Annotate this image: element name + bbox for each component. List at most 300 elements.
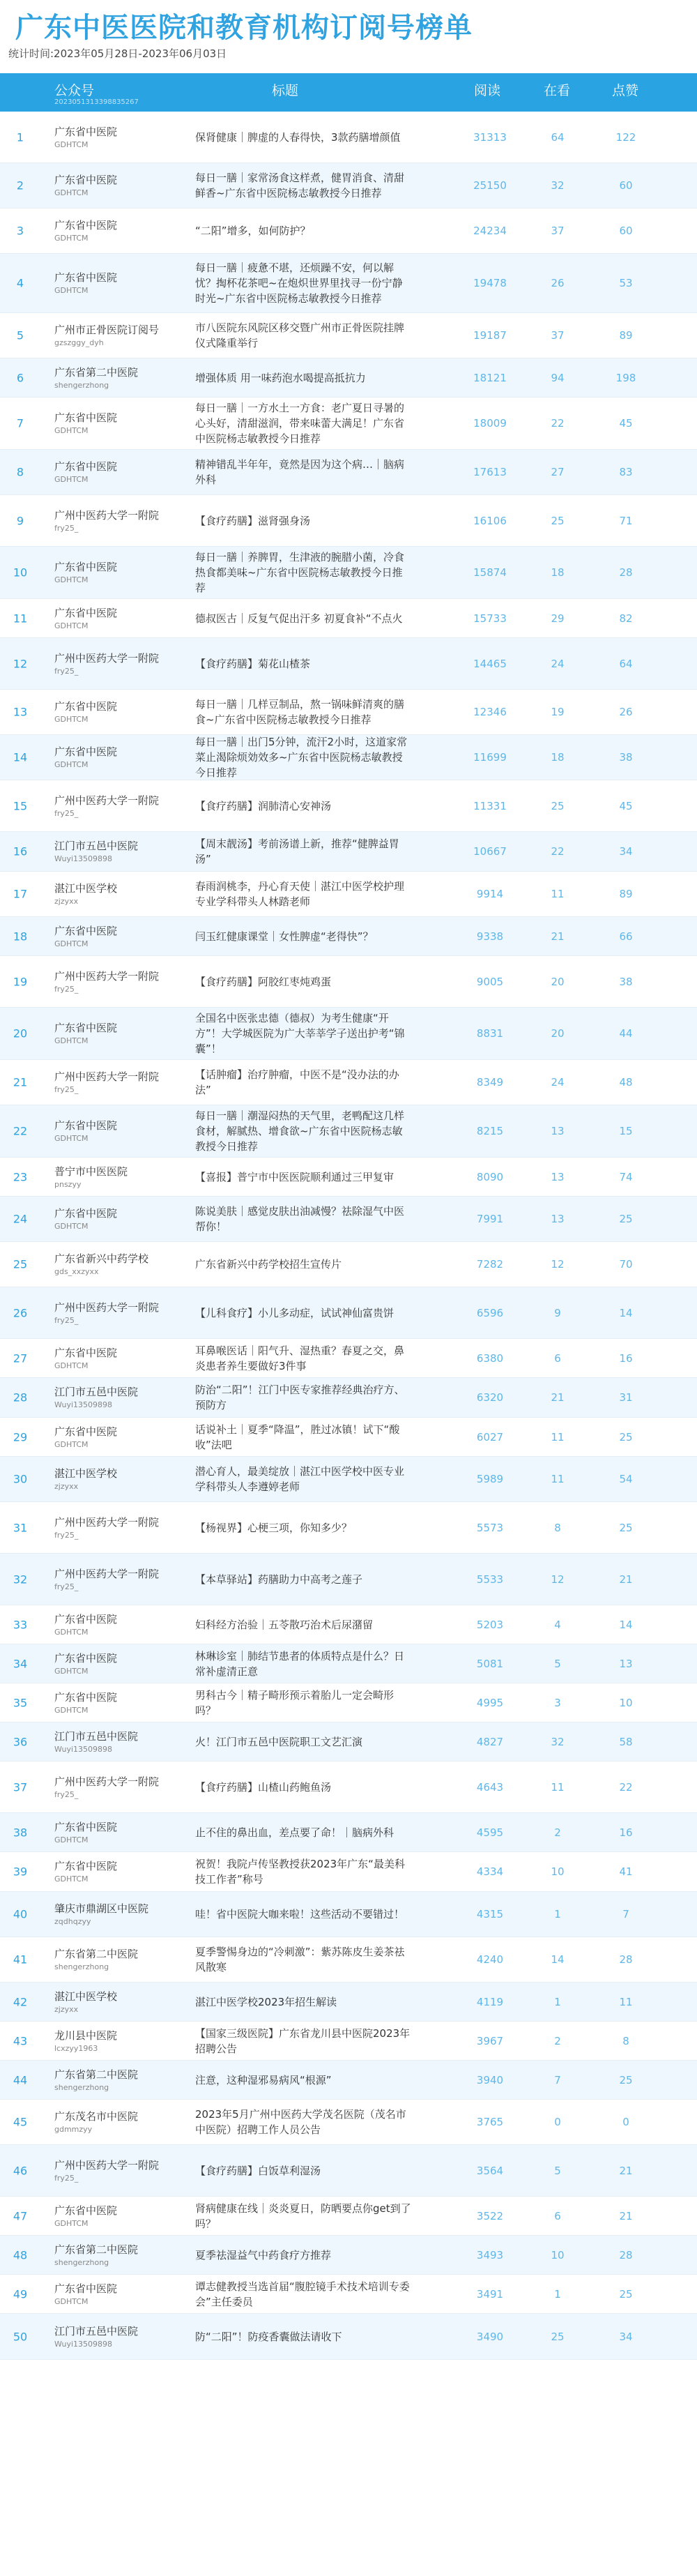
account-name[interactable]: 广东省中医院 (54, 174, 118, 186)
account-name[interactable]: 广东省中医院 (54, 700, 118, 713)
account-id: GDHTCM (54, 1835, 89, 1844)
article-title[interactable]: 肾病健康在线｜炎炎夏日，防晒要点你get到了吗？ (195, 2202, 411, 2230)
article-title[interactable]: 【食疗药膳】山楂山药鲍鱼汤 (195, 1780, 332, 1794)
account-cell (54, 508, 169, 533)
read-count: 3564 (476, 2164, 504, 2177)
like-count: 31 (619, 1391, 633, 1404)
account-name[interactable]: 肇庆市鼎湖区中医院 (54, 1902, 149, 1915)
account-cell (54, 2324, 169, 2349)
like-count: 21 (619, 2164, 633, 2177)
table-row (0, 872, 697, 917)
article-title[interactable]: 闫玉红健康课堂｜女性脾虚“老得快”？ (195, 930, 374, 943)
rank-number: 23 (13, 1170, 28, 1183)
account-cell (54, 1947, 169, 1972)
read-count: 10667 (473, 845, 507, 858)
article-title[interactable]: 湛江中医学校2023年招生解读 (195, 1995, 337, 2008)
like-count: 71 (619, 514, 633, 527)
like-count: 14 (619, 1618, 633, 1631)
rank-number: 26 (13, 1306, 28, 1319)
account-name[interactable]: 广东省中医院 (54, 460, 118, 473)
watching-count: 0 (554, 2116, 561, 2128)
read-count: 5203 (476, 1618, 504, 1631)
account-cell (54, 2158, 169, 2183)
account-id: GDHTCM (54, 575, 89, 584)
account-cell (54, 1467, 169, 1492)
article-title[interactable]: 市八医院东风院区移交暨广州市正骨医院挂牌仪式隆重举行 (195, 321, 405, 349)
account-id: shengerzhong (54, 380, 109, 390)
account-id: GDHTCM (54, 715, 89, 724)
table-row (0, 313, 697, 358)
table-row (0, 2197, 697, 2236)
rank-number: 9 (16, 514, 24, 527)
rank-number: 18 (13, 930, 28, 943)
account-id: GDHTCM (54, 621, 89, 630)
article-title[interactable]: 保肾健康｜脾虚的人春得快，3款药膳增颜值 (195, 130, 401, 144)
account-name[interactable]: 广东省第二中医院 (54, 365, 139, 379)
article-title[interactable]: 春雨润桃李，丹心育天使｜湛江中医学校护理专业学科带头人林踏老师 (195, 880, 405, 908)
article-title[interactable]: 止不住的鼻出血，差点要了命！｜脑病外科 (195, 1826, 395, 1839)
table-row (0, 1060, 697, 1105)
read-count: 15874 (473, 566, 507, 579)
account-name[interactable]: 广州中医药大学一附院 (54, 1567, 160, 1580)
article-title[interactable]: 【儿科食疗】小儿多动症，试试神仙富贵饼 (195, 1306, 395, 1319)
table-row (0, 1502, 697, 1554)
article-title[interactable]: 男科古今｜精子畸形预示着胎儿一定会畸形吗？ (195, 1688, 395, 1717)
table-row (0, 1105, 697, 1158)
header-reads: 阅读 (474, 83, 501, 98)
account-name[interactable]: 广东省第二中医院 (54, 1948, 139, 1960)
rank-number: 37 (13, 1780, 28, 1794)
account-id: GDHTCM (54, 286, 89, 295)
watching-count: 12 (551, 1573, 565, 1586)
account-cell (54, 2109, 169, 2135)
read-count: 3493 (476, 2248, 504, 2261)
account-name[interactable]: 广东省中医院 (54, 606, 118, 619)
like-count: 28 (619, 566, 633, 579)
rank-number: 33 (13, 1618, 28, 1631)
article-title[interactable]: 每日一膳｜潮湿闷热的天气里，老鸭配这几样食材，解腻热、增食欲~广东省中医院杨志敏教授今日推荐 (195, 1109, 405, 1153)
like-count: 10 (619, 1696, 633, 1709)
article-title[interactable]: 每日一膳｜家常汤食这样煮，健胃消食、清甜鲜香~广东省中医院杨志敏教授今日推荐 (195, 172, 405, 199)
account-name[interactable]: 广东省中医院 (54, 2204, 118, 2217)
account-cell (54, 2282, 169, 2307)
account-name[interactable]: 广州中医药大学一附院 (54, 1301, 160, 1314)
account-id: gdmmzyy (54, 2125, 93, 2134)
like-count: 74 (619, 1170, 633, 1183)
read-count: 7991 (476, 1213, 504, 1225)
rank-number: 35 (13, 1696, 28, 1709)
read-count: 6596 (476, 1306, 504, 1319)
article-title[interactable]: 哇！省中医院大咖来啦！这些活动不要错过！ (195, 1908, 405, 1920)
account-name[interactable]: 广东省中医院 (54, 1612, 118, 1626)
account-cell (54, 1206, 169, 1232)
rank-number: 6 (16, 371, 24, 384)
rank-number: 19 (13, 975, 28, 988)
table-row (0, 832, 697, 872)
account-cell (54, 173, 169, 198)
account-cell (54, 1119, 169, 1144)
account-name[interactable]: 广东省中医院 (54, 924, 118, 937)
account-id: shengerzhong (54, 2082, 109, 2092)
rank-number: 36 (13, 1735, 28, 1748)
account-name[interactable]: 广东省中医院 (54, 745, 118, 758)
like-count: 38 (619, 975, 633, 988)
account-name[interactable]: 广东省中医院 (54, 1820, 118, 1833)
like-count: 7 (622, 1908, 629, 1920)
like-count: 34 (619, 2330, 633, 2343)
account-cell (54, 323, 169, 348)
watching-count: 26 (551, 277, 565, 289)
article-title[interactable]: 【食疗药膳】菊花山楂茶 (195, 657, 311, 670)
watching-count: 20 (551, 1027, 565, 1040)
account-name[interactable]: 广东省中医院 (54, 219, 118, 232)
article-title[interactable]: 谭志健教授当选首届“腹腔镜手术技术培训专委会”主任委员 (195, 2280, 410, 2308)
article-title[interactable]: 【食疗药膳】阿胶红枣炖鸡蛋 (195, 975, 332, 988)
table-row (0, 1418, 697, 1457)
account-cell (54, 365, 169, 391)
article-title[interactable]: 2023年5月广州中医药大学茂名医院（茂名市中医院）招聘工作人员公告 (195, 2108, 406, 2136)
account-name[interactable]: 广东省中医院 (54, 1119, 118, 1132)
like-count: 60 (619, 179, 633, 192)
rank-number: 10 (13, 566, 28, 579)
like-count: 83 (619, 466, 633, 478)
table-row (0, 1761, 697, 1813)
table-row (0, 638, 697, 690)
account-name[interactable]: 广东省第二中医院 (54, 2068, 139, 2081)
article-title[interactable]: 每日一膳｜养脾胃，生津液的腕腊小菌，冷食热食都美味~广东省中医院杨志敏教授今日推荐 (195, 551, 405, 594)
watching-count: 10 (551, 1865, 565, 1878)
account-id: GDHTCM (54, 1874, 89, 1884)
article-title[interactable]: 每日一膳｜一方水土一方食：老广夏日寻暑的心头好，清甜滋润，带来味蕾大满足！广东省中医院杨志敏教授今日推荐 (195, 402, 405, 445)
account-cell (54, 1820, 169, 1845)
table-row (0, 1722, 697, 1761)
article-title[interactable]: 妇科经方治验｜五苓散巧治术后尿潴留 (195, 1618, 374, 1631)
account-name[interactable]: 广东省新兴中药学校 (54, 1252, 149, 1265)
account-id: fry25_ (54, 1085, 79, 1094)
table-row (0, 209, 697, 254)
account-cell (54, 1425, 169, 1450)
like-count: 38 (619, 751, 633, 764)
like-count: 16 (619, 1351, 633, 1365)
page-title: 广东中医医院和教育机构订阅号榜单 (15, 12, 473, 44)
account-name[interactable]: 广州中医药大学一附院 (54, 794, 160, 807)
like-count: 8 (622, 2034, 629, 2047)
article-title[interactable]: 耳鼻喉医话｜阳气升、湿热重？春夏之交，鼻炎患者养生要做好3件事 (195, 1344, 405, 1372)
account-id: GDHTCM (54, 1361, 89, 1370)
rank-number: 4 (16, 276, 24, 290)
article-title[interactable]: 火！江门市五邑中医院职工文艺汇演 (195, 1735, 363, 1748)
rank-number: 48 (13, 2248, 28, 2261)
account-id: GDHTCM (54, 234, 89, 243)
account-cell (54, 699, 169, 725)
table-row (0, 735, 697, 780)
account-cell (54, 1567, 169, 1592)
account-name[interactable]: 广东省中医院 (54, 2282, 118, 2295)
account-name[interactable]: 广东省中医院 (54, 561, 118, 573)
article-title[interactable]: 【话肿瘤】治疗肿瘤，中医不是“没办法的办法” (195, 1068, 399, 1096)
rank-number: 20 (13, 1026, 28, 1040)
watching-count: 32 (551, 1735, 565, 1748)
like-count: 11 (619, 1995, 633, 2008)
account-name[interactable]: 广东省中医院 (54, 1651, 118, 1665)
article-title[interactable]: 德叔医古｜反复气促出汗多 初夏食补“不点火 (195, 612, 403, 625)
watching-count: 2 (554, 2034, 561, 2047)
watching-count: 24 (551, 1076, 565, 1089)
watching-count: 11 (551, 888, 565, 900)
account-cell (54, 924, 169, 949)
watching-count: 25 (551, 514, 565, 527)
rank-number: 14 (13, 750, 28, 764)
account-id: GDHTCM (54, 1666, 89, 1676)
rank-number: 32 (13, 1573, 28, 1586)
watching-count: 18 (551, 751, 565, 764)
account-name[interactable]: 湛江中医学校 (54, 1467, 118, 1480)
account-name[interactable]: 广东省中医院 (54, 1690, 118, 1704)
table-row (0, 254, 697, 313)
account-name[interactable]: 广州中医药大学一附院 (54, 651, 160, 665)
article-title[interactable]: 每日一膳｜疲惫不堪，还烦躁不安，何以解忧？掏杯花茶吧~在炮炽世界里找寻一份宁静时光~广东省中医院杨志敏教授今日推荐 (195, 262, 403, 305)
like-count: 58 (619, 1735, 633, 1748)
account-id: GDHTCM (54, 1627, 89, 1637)
rank-number: 30 (13, 1472, 28, 1486)
account-id: GDHTCM (54, 2296, 89, 2306)
account-cell (54, 606, 169, 631)
rank-number: 44 (13, 2073, 28, 2086)
rank-number: 16 (13, 844, 28, 858)
article-title[interactable]: 【食疗药膳】润肺清心安神汤 (195, 799, 332, 812)
account-cell (54, 1651, 169, 1676)
article-title[interactable]: 每日一膳｜出门5分钟，流汗2小时，这道家常菜止渴除烦効效多~广东省中医院杨志敏教授今日推荐 (195, 736, 408, 779)
article-title[interactable]: 话说补土｜夏季“降温”，胜过冰镇！试下“酸收”法吧 (195, 1423, 400, 1451)
read-count: 3490 (476, 2330, 504, 2343)
like-count: 66 (619, 930, 633, 943)
account-name[interactable]: 广州中医药大学一附院 (54, 508, 160, 522)
rank-number: 8 (16, 465, 24, 479)
account-name[interactable]: 广东省第二中医院 (54, 2243, 139, 2256)
article-title[interactable]: 夏季警惕身边的“冷刺激”：紫苏陈皮生姜茶祛风散寒 (195, 1946, 405, 1973)
read-count: 14465 (473, 657, 507, 670)
account-name[interactable]: 广州中医药大学一附院 (54, 1070, 160, 1083)
watching-count: 64 (551, 130, 565, 144)
article-title[interactable]: 陈说美肤｜感觉皮肤出油减慢？祛除湿气中医帮你！ (195, 1205, 405, 1233)
article-title[interactable]: 广东省新兴中药学校招生宣传片 (195, 1258, 342, 1271)
account-cell (54, 1346, 169, 1371)
account-name[interactable]: 广东省中医院 (54, 1346, 118, 1359)
account-name[interactable]: 广东省中医院 (54, 1860, 118, 1872)
read-count: 12346 (473, 706, 507, 718)
rank-number: 47 (13, 2209, 28, 2222)
article-title[interactable]: 精神错乱半年年，竟然是因为这个病…｜脑病外科 (195, 458, 405, 486)
article-title[interactable]: 潜心育人，最美绽放｜湛江中医学校中医专业学科带头人李遵婷老师 (195, 1465, 405, 1493)
read-count: 31313 (473, 130, 507, 144)
rank-number: 13 (13, 705, 28, 719)
watching-count: 24 (551, 657, 565, 670)
account-cell (54, 271, 169, 296)
article-title[interactable]: 祝贺！我院卢传坚教授获2023年广东“最美科技工作者”称号 (195, 1858, 405, 1886)
account-name[interactable]: 湛江中医学校 (54, 882, 118, 895)
rank-number: 43 (13, 2034, 28, 2047)
account-cell (54, 460, 169, 485)
header-title: 标题 (272, 83, 299, 98)
table-row (0, 2022, 697, 2061)
account-name[interactable]: 江门市五邑中医院 (54, 1386, 139, 1398)
rank-number: 50 (13, 2330, 28, 2343)
rank-number: 38 (13, 1826, 28, 1839)
watching-count: 94 (551, 371, 565, 384)
account-cell (54, 1385, 169, 1410)
table-row (0, 1937, 697, 1983)
like-count: 64 (619, 657, 633, 670)
account-name[interactable]: 普宁市中医医院 (54, 1165, 128, 1178)
table-row (0, 2145, 697, 2197)
account-name[interactable]: 广东省中医院 (54, 125, 118, 138)
account-name[interactable]: 广东省中医院 (54, 271, 118, 284)
rank-number: 15 (13, 799, 28, 812)
read-count: 8215 (476, 1125, 504, 1137)
table-row (0, 1242, 697, 1287)
read-count: 15733 (473, 612, 507, 625)
account-id: fry25_ (54, 1789, 79, 1799)
rank-number: 22 (13, 1124, 28, 1138)
table-row (0, 1983, 697, 2022)
article-title[interactable]: 【杨视界】心梗三项，你知多少？ (195, 1521, 353, 1534)
account-name[interactable]: 湛江中医学校 (54, 1990, 118, 2003)
table-row (0, 450, 697, 495)
article-title[interactable]: 夏季祛湿益气中药食疗方推荐 (195, 2248, 332, 2261)
watching-count: 22 (551, 417, 565, 430)
read-count: 25150 (473, 179, 507, 192)
watching-count: 5 (554, 2164, 561, 2177)
article-title[interactable]: 增强体质 用一味药泡水喝提高抵抗力 (195, 371, 366, 384)
account-id: GDHTCM (54, 1222, 89, 1231)
like-count: 14 (619, 1306, 633, 1319)
article-title[interactable]: 【本草驿站】药膳助力中高考之莲子 (195, 1573, 363, 1586)
rank-number: 12 (13, 657, 28, 670)
table-row (0, 1892, 697, 1937)
account-cell (54, 1252, 169, 1277)
account-name[interactable]: 龙川县中医院 (54, 2029, 118, 2042)
watching-count: 4 (554, 1618, 561, 1631)
account-name[interactable]: 广东省中医院 (54, 1425, 118, 1438)
watching-count: 25 (551, 2330, 565, 2343)
account-name[interactable]: 广东省中医院 (54, 411, 118, 424)
watching-count: 37 (551, 329, 565, 342)
read-count: 8349 (476, 1076, 504, 1089)
watching-count: 2 (554, 1826, 561, 1839)
like-count: 82 (619, 612, 633, 625)
account-id: fry25_ (54, 984, 79, 994)
account-cell (54, 839, 169, 864)
account-cell (54, 1301, 169, 1326)
account-id: shengerzhong (54, 1962, 109, 1971)
like-count: 44 (619, 1027, 633, 1040)
account-cell (54, 1729, 169, 1755)
rank-number: 41 (13, 1953, 28, 1967)
table-row (0, 1644, 697, 1683)
account-name[interactable]: 广东茂名市中医院 (54, 2110, 139, 2123)
account-id: GDHTCM (54, 188, 89, 197)
account-cell (54, 1165, 169, 1190)
read-count: 19187 (473, 329, 507, 342)
article-title[interactable]: 【国家三级医院】广东省龙川县中医院2023年招聘公告 (195, 2026, 411, 2055)
article-title[interactable]: 全国名中医张忠德（德叔）为考生健康“开方”！大学城医院为广大莘莘学子送出护考“锦囊”！ (195, 1012, 405, 1055)
table-row (0, 163, 697, 209)
like-count: 16 (619, 1826, 633, 1839)
table-row (0, 358, 697, 397)
read-count: 5573 (476, 1521, 504, 1534)
account-id: Wuyi13509898 (54, 2339, 113, 2349)
watching-count: 27 (551, 466, 565, 478)
like-count: 25 (619, 1430, 633, 1444)
rank-number: 11 (13, 612, 28, 625)
read-count: 7282 (476, 1258, 504, 1271)
article-title[interactable]: 防治“二阳”！江门中医专家推荐经典治疗方、预防方 (195, 1384, 405, 1411)
watching-count: 1 (554, 1908, 561, 1920)
account-id: Wuyi13509898 (54, 1400, 113, 1409)
read-count: 19478 (473, 277, 507, 289)
rank-number: 31 (13, 1521, 28, 1534)
rank-number: 28 (13, 1391, 28, 1404)
watching-count: 20 (551, 975, 565, 988)
article-title[interactable]: 【食疗药膳】白饭草利湿汤 (195, 2164, 321, 2177)
article-title[interactable]: 防“二阳”！防疫香囊做法请收下 (195, 2330, 342, 2343)
watching-count: 32 (551, 179, 565, 192)
account-cell (54, 1612, 169, 1637)
account-name[interactable]: 广州中医药大学一附院 (54, 969, 160, 983)
article-title[interactable]: 注意，这种湿邪易病风“根源” (195, 2073, 332, 2086)
account-id: GDHTCM (54, 1439, 89, 1449)
watching-count: 19 (551, 706, 565, 718)
read-count: 3967 (476, 2034, 504, 2047)
account-name[interactable]: 江门市五邑中医院 (54, 1729, 139, 1743)
account-name[interactable]: 江门市五邑中医院 (54, 840, 139, 852)
article-title[interactable]: “二阳”增多，如何防护？ (195, 225, 311, 237)
table-row (0, 1378, 697, 1418)
like-count: 25 (619, 1521, 633, 1534)
read-count: 9005 (476, 975, 504, 988)
account-name[interactable]: 广东省中医院 (54, 1022, 118, 1034)
account-id: shengerzhong (54, 2257, 109, 2267)
rank-number: 45 (13, 2115, 28, 2129)
like-count: 45 (619, 417, 633, 430)
watching-count: 6 (554, 2209, 561, 2222)
article-title[interactable]: 【喜报】普宁市中医医院顺利通过三甲复审 (195, 1170, 395, 1183)
table-row (0, 2061, 697, 2100)
article-title[interactable]: 【食疗药膳】滋肾强身汤 (195, 514, 311, 527)
account-id: zjzyxx (54, 897, 79, 906)
account-name[interactable]: 广东省中医院 (54, 1207, 118, 1220)
article-title[interactable]: 每日一膳｜几样豆制品，熬一锅味鲜清爽的膳食~广东省中医院杨志敏教授今日推荐 (195, 698, 405, 726)
account-name[interactable]: 广州市正骨医院订阅号 (54, 324, 160, 336)
article-title[interactable]: 【周末靓汤】考前汤谱上新，推荐“健脾益胃汤” (195, 838, 399, 865)
account-id: gzszggy_dyh (54, 338, 104, 347)
read-count: 11331 (473, 799, 507, 812)
watching-count: 14 (551, 1953, 565, 1966)
watching-count: 13 (551, 1213, 565, 1225)
account-cell (54, 1902, 169, 1927)
table-row (0, 690, 697, 735)
account-cell (54, 2029, 169, 2054)
account-name[interactable]: 江门市五邑中医院 (54, 2324, 139, 2338)
account-name[interactable]: 广州中医药大学一附院 (54, 1515, 160, 1529)
like-count: 25 (619, 2073, 633, 2086)
article-title[interactable]: 林琳诊室｜肺结节患者的体质特点是什么？日常补虚清正意 (195, 1649, 405, 1678)
watching-count: 21 (551, 930, 565, 943)
account-name[interactable]: 广州中医药大学一附院 (54, 2158, 160, 2172)
rank-number: 40 (13, 1907, 28, 1921)
like-count: 60 (619, 225, 633, 237)
account-name[interactable]: 广州中医药大学一附院 (54, 1775, 160, 1788)
